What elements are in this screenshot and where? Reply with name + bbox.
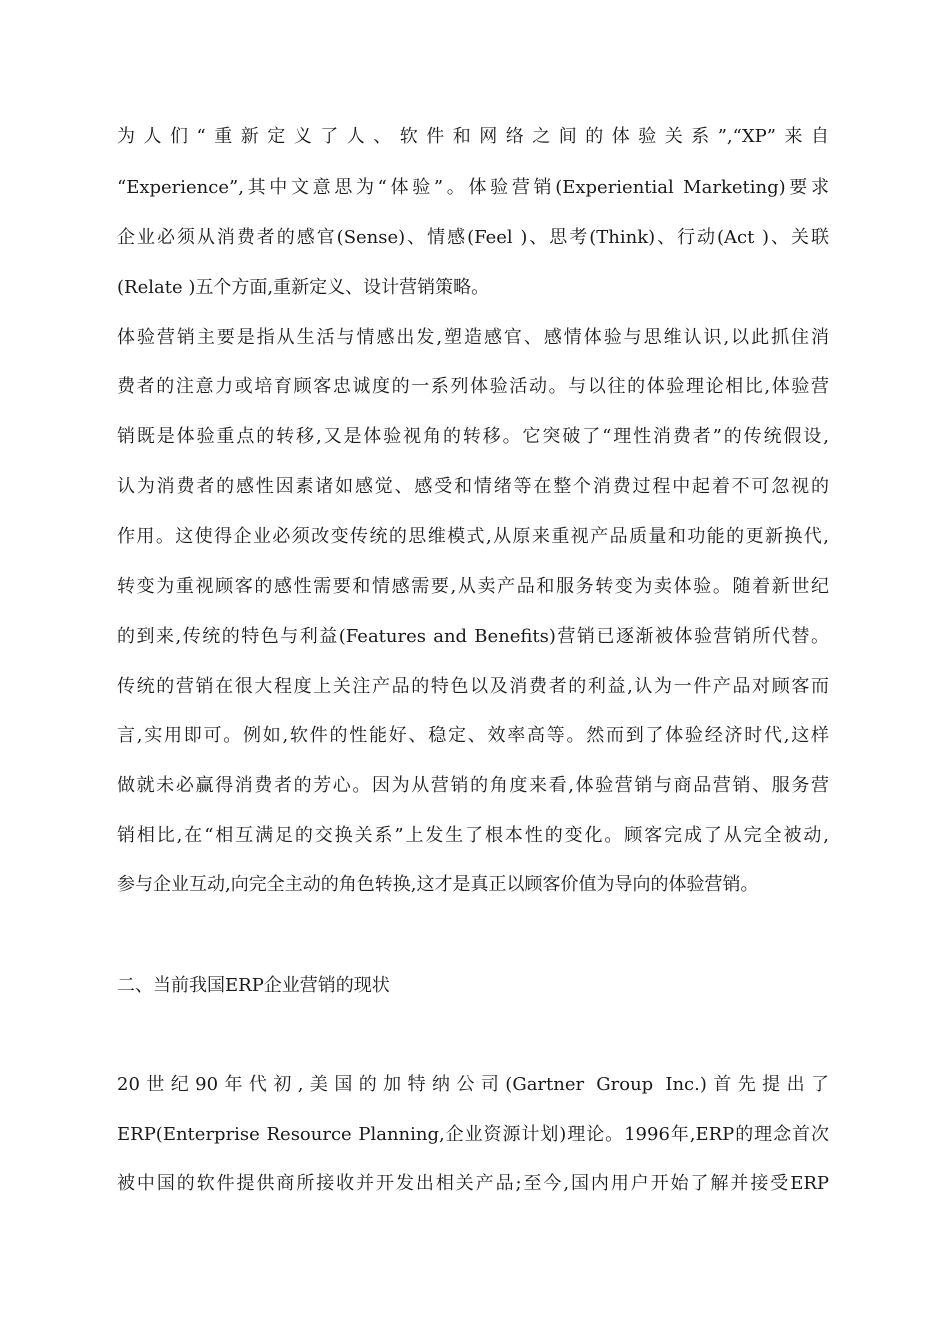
paragraph-line: 认为消费者的感性因素诸如感觉、感受和情绪等在整个消费过程中起着不可忽视的 — [117, 476, 829, 497]
paragraph-line: 言,实用即可。例如,软件的性能好、稳定、效率高等。然而到了体验经济时代,这样 — [117, 725, 829, 746]
paragraph-line: 被中国的软件提供商所接收并开发出相关产品;至今,国内用户开始了解并接受ERP — [117, 1173, 829, 1194]
paragraph-line: 作用。这使得企业必须改变传统的思维模式,从原来重视产品质量和功能的更新换代, — [117, 526, 829, 547]
paragraph-line: 费者的注意力或培育顾客忠诚度的一系列体验活动。与以往的体验理论相比,体验营 — [117, 376, 829, 397]
paragraph-line: 销相比,在“相互满足的交换关系”上发生了根本性的变化。顾客完成了从完全被动, — [117, 825, 829, 846]
paragraph-line: 传统的营销在很大程度上关注产品的特色以及消费者的利益,认为一件产品对顾客而 — [117, 676, 829, 697]
paragraph-line: 体验营销主要是指从生活与情感出发,塑造感官、感情体验与思维认识,以此抓住消 — [117, 327, 829, 348]
paragraph-line: 转变为重视顾客的感性需要和情感需要,从卖产品和服务转变为卖体验。随着新世纪 — [117, 576, 829, 597]
paragraph-line: 参与企业互动,向完全主动的角色转换,这才是真正以顾客价值为导向的体验营销。 — [117, 874, 759, 895]
paragraph-line: “Experience”,其中文意思为“体验”。体验营销(Experiential Marketing)要求 — [117, 177, 829, 198]
paragraph-line: 为人们“重新定义了人、软件和网络之间的体验关系”,“XP”来自 — [117, 126, 829, 147]
section-heading: 二、当前我国ERP企业营销的现状 — [117, 975, 390, 996]
paragraph-line: ERP(Enterprise Resource Planning,企业资源计划)理论。1996年,ERP的理念首次 — [117, 1124, 829, 1145]
paragraph-line: (Relate )五个方面,重新定义、设计营销策略。 — [117, 277, 490, 298]
paragraph-line: 做就未必赢得消费者的芳心。因为从营销的角度来看,体验营销与商品营销、服务营 — [117, 775, 829, 796]
paragraph-line: 企业必须从消费者的感官(Sense)、情感(Feel )、思考(Think)、行动(Act )、关联 — [117, 227, 829, 248]
paragraph-line: 20世纪90年代初,美国的加特纳公司(Gartner Group Inc.)首先提出了 — [117, 1074, 829, 1095]
paragraph-line: 的到来,传统的特色与利益(Features and Benefits)营销已逐渐被体验营销所代替。 — [117, 626, 829, 647]
paragraph-line: 销既是体验重点的转移,又是体验视角的转移。它突破了“理性消费者”的传统假设, — [117, 426, 829, 447]
